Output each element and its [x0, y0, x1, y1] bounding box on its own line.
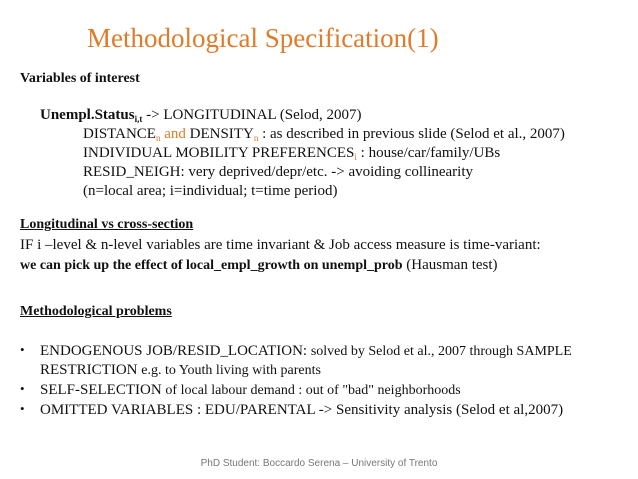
bullet-1-caps: ENDOGENOUS JOB/RESID_LOCATION: [40, 343, 308, 359]
unempl-status-sub: i,t [134, 114, 143, 124]
effect-bold-text: we can pick up the effect of local_empl_growth on unempl_prob [20, 258, 403, 273]
resid-neigh-line: RESID_NEIGH: very deprived/depr/etc. -> avoiding collinearity [83, 164, 474, 180]
longitudinal-if-line: IF i –level & n-level variables are time invariant & Job access measure is time-variant: [20, 237, 541, 253]
slide-footer: PhD Student: Boccardo Serena – University of Trento [200, 458, 438, 469]
unempl-status-name: Unempl.Status [40, 107, 135, 123]
bullet-2-glyph: • [20, 381, 25, 396]
bullet-3-line: OMITTED VARIABLES : EDU/PARENTAL -> Sensitivity analysis (Selod et al,2007) [40, 402, 564, 418]
distance-sub: n [155, 133, 161, 143]
bullet-1-continuation [40, 361, 321, 380]
distance-name: DISTANCE [83, 126, 156, 142]
bullet-1-rest: solved by Selod et al., 2007 through SAMPLE [310, 344, 572, 359]
bullet-2-line [40, 381, 461, 400]
density-sub: n [253, 133, 259, 143]
hausman-text: (Hausman test) [406, 257, 498, 273]
longitudinal-effect-line [20, 256, 498, 275]
variables-heading: Variables of interest [20, 71, 140, 86]
mobility-rest: : house/car/family/UBs [360, 145, 501, 161]
legend-line: (n=local area; i=individual; t=time period) [83, 183, 338, 199]
bullet-1-cont-caps: RESTRICTION [40, 362, 138, 378]
and-word: and [164, 126, 186, 142]
density-name: DENSITY [189, 126, 254, 142]
bullet-3-glyph: • [20, 401, 25, 416]
longitudinal-heading: Longitudinal vs cross-section [20, 217, 194, 232]
unempl-status-rest: -> LONGITUDINAL (Selod, 2007) [146, 107, 362, 123]
bullet-2-rest: of local labour demand : out of "bad" neighborhoods [165, 383, 461, 398]
mobility-sub: i [354, 152, 357, 162]
mobility-name: INDIVIDUAL MOBILITY PREFERENCES [83, 145, 355, 161]
slide-title: Methodological Specification(1) [87, 23, 439, 53]
problems-heading: Methodological problems [20, 304, 172, 319]
bullet-1-glyph: • [20, 342, 25, 357]
bullet-1-cont-rest: e.g. to Youth living with parents [141, 363, 321, 378]
distance-density-rest: : as described in previous slide (Selod et al., 2007) [262, 126, 565, 142]
bullet-1-line [40, 342, 572, 361]
bullet-2-caps: SELF-SELECTION [40, 382, 162, 398]
